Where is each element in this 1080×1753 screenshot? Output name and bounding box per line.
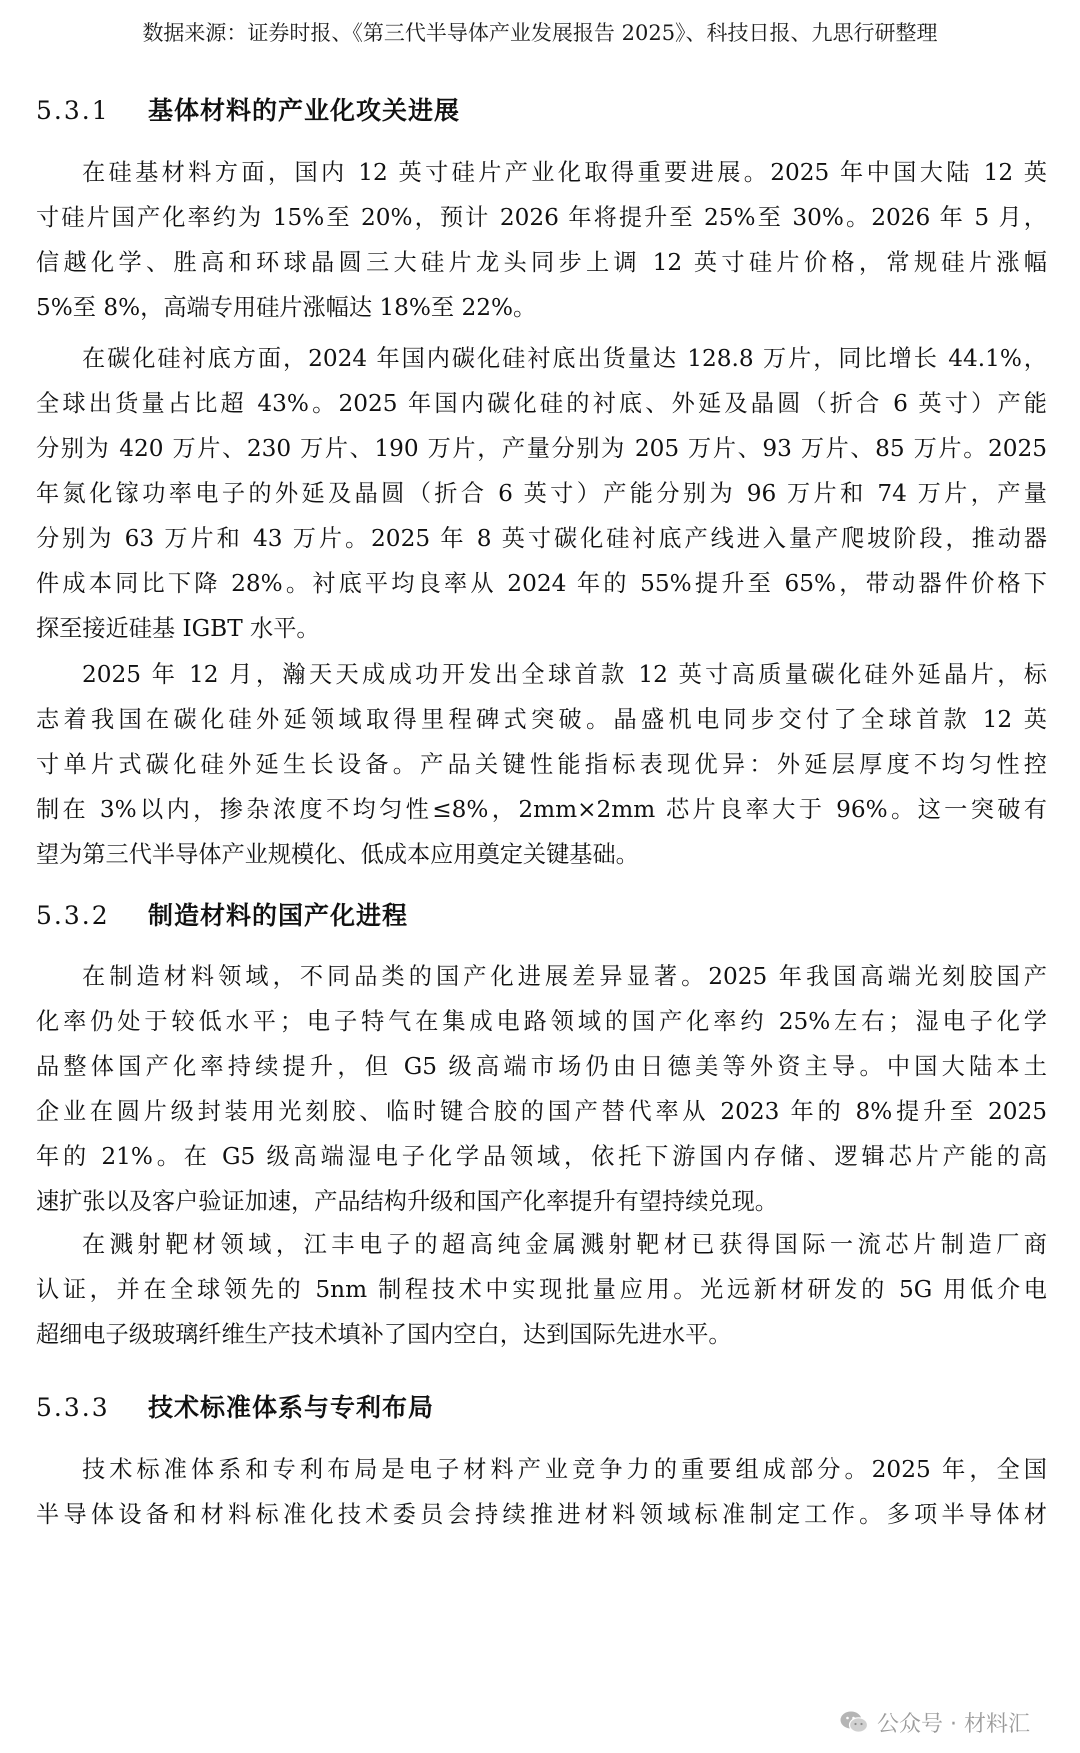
paragraph [36,1222,1047,1357]
text-line: 分别为 420 万片、230 万片、190 万片，产量分别为 205 万片、93 万片、85 万片。2025 [36,435,1047,462]
text-line: 超细电子级玻璃纤维生产技术填补了国内空白，达到国际先进水平。 [36,1321,732,1348]
section-title: 技术标准体系与专利布局 [148,1393,435,1422]
text-line: 寸硅片国产化率约为 15%至 20%，预计 2026 年将提升至 25%至 30%。2026 年 5 月， [36,204,1047,231]
section-number: 5.3.1 [36,96,110,125]
text-line: 认证，并在全球领先的 5nm 制程技术中实现批量应用。光远新材研发的 5G 用低介电 [36,1276,1047,1303]
section-heading-5-3-1 [36,94,460,128]
paragraph [36,150,1047,330]
text-line: 在硅基材料方面，国内 12 英寸硅片产业化取得重要进展。2025 年中国大陆 12 英 [82,159,1047,186]
text-line: 在制造材料领域，不同品类的国产化进展差异显著。2025 年我国高端光刻胶国产 [82,963,1047,990]
section-number: 5.3.2 [36,901,110,930]
text-line: 分别为 63 万片和 43 万片。2025 年 8 英寸碳化硅衬底产线进入量产爬坡阶段，推动器 [36,525,1047,552]
text-line: 2025 年 12 月，瀚天天成成功开发出全球首款 12 英寸高质量碳化硅外延晶片，标 [82,661,1047,688]
text-line: 企业在圆片级封装用光刻胶、临时键合胶的国产替代率从 2023 年的 8%提升至 2025 [36,1098,1047,1125]
paragraph [36,954,1047,1224]
text-line: 制在 3%以内，掺杂浓度不均匀性≤8%，2mm×2mm 芯片良率大于 96%。这一突破有 [36,796,1047,823]
paragraph [36,336,1047,651]
text-line: 技术标准体系和专利布局是电子材料产业竞争力的重要组成部分。2025 年，全国 [82,1456,1047,1483]
text-line: 速扩张以及客户验证加速，产品结构升级和国产化率提升有望持续兑现。 [36,1188,778,1215]
text-line: 5%至 8%，高端专用硅片涨幅达 18%至 22%。 [36,294,537,321]
text-line: 在碳化硅衬底方面，2024 年国内碳化硅衬底出货量达 128.8 万片，同比增长 44.1%， [82,345,1047,372]
paragraph [36,1447,1047,1537]
section-title: 基体材料的产业化攻关进展 [148,96,461,125]
text-line: 信越化学、胜高和环球晶圆三大硅片龙头同步上调 12 英寸硅片价格，常规硅片涨幅 [36,249,1047,276]
watermark-text: 公众号 · 材料汇 [877,1711,1030,1737]
text-line: 化率仍处于较低水平；电子特气在集成电路领域的国产化率约 25%左右；湿电子化学 [36,1008,1047,1035]
wechat-icon [839,1709,869,1735]
text-line: 志着我国在碳化硅外延领域取得里程碑式突破。晶盛机电同步交付了全球首款 12 英 [36,706,1047,733]
paragraph [36,652,1047,877]
text-line: 在溅射靶材领域，江丰电子的超高纯金属溅射靶材已获得国际一流芯片制造厂商 [82,1231,1047,1258]
data-source-note: 数据来源：证券时报、《第三代半导体产业发展报告 2025》、科技日报、九思行研整理 [142,21,938,45]
text-line: 年的 21%。在 G5 级高端湿电子化学品领域，依托下游国内存储、逻辑芯片产能的高 [36,1143,1047,1170]
text-line: 探至接近硅基 IGBT 水平。 [36,615,320,642]
text-line: 望为第三代半导体产业规模化、低成本应用奠定关键基础。 [36,841,639,868]
text-line: 半导体设备和材料标准化技术委员会持续推进材料领域标准制定工作。多项半导体材 [36,1501,1047,1528]
section-title: 制造材料的国产化进程 [148,901,409,930]
section-number: 5.3.3 [36,1393,110,1422]
text-line: 品整体国产化率持续提升，但 G5 级高端市场仍由日德美等外资主导。中国大陆本土 [36,1053,1047,1080]
watermark [835,1704,1034,1740]
section-heading-5-3-3 [36,1391,434,1425]
text-line: 件成本同比下降 28%。衬底平均良率从 2024 年的 55%提升至 65%，带动器件价格下 [36,570,1047,597]
text-line: 全球出货量占比超 43%。2025 年国内碳化硅的衬底、外延及晶圆（折合 6 英寸）产能 [36,390,1047,417]
section-heading-5-3-2 [36,899,408,933]
text-line: 年氮化镓功率电子的外延及晶圆（折合 6 英寸）产能分别为 96 万片和 74 万片，产量 [36,480,1047,507]
text-line: 寸单片式碳化硅外延生长设备。产品关键性能指标表现优异：外延层厚度不均匀性控 [36,751,1047,778]
